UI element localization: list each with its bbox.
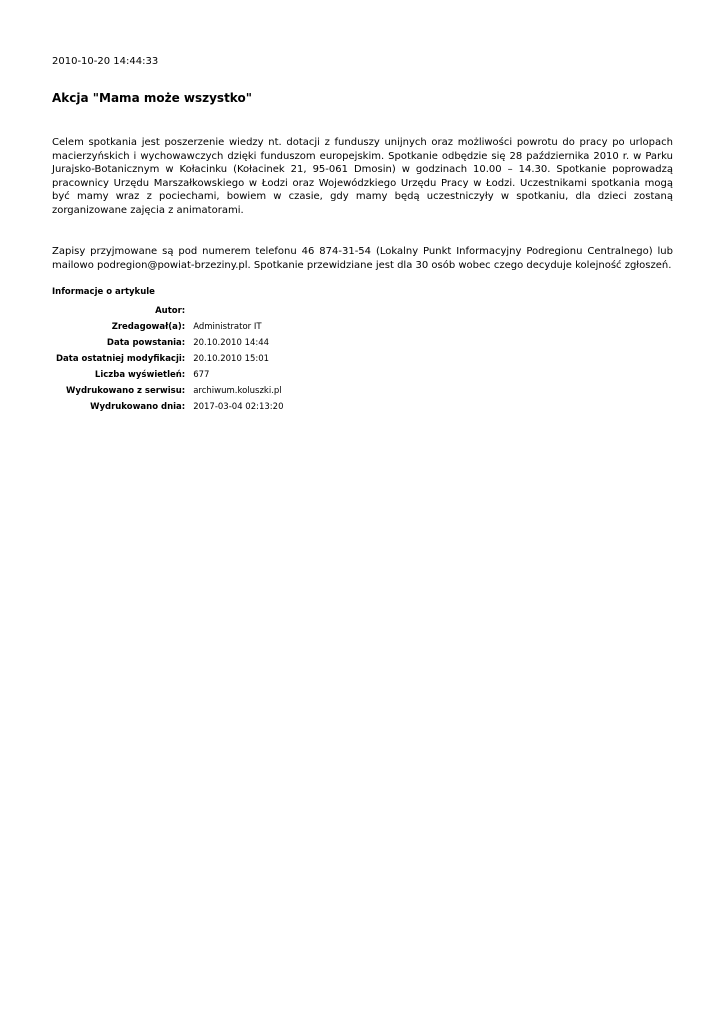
info-row-modified: [52, 351, 283, 367]
info-label: Data ostatniej modyfikacji:: [56, 354, 186, 364]
info-value: archiwum.koluszki.pl: [193, 386, 282, 396]
article-title: Akcja "Mama może wszystko": [52, 91, 252, 105]
info-row-printed-on: [52, 399, 283, 415]
article-paragraph-2: Zapisy przyjmowane są pod numerem telefonu 46 874-31-54 (Lokalny Punkt Informacyjny Podregionu Centralnego) lub mailowo podregion@powiat-brzeziny.pl. Spotkanie przewidziane jest dla 30 osób wobec czego decyduje kolejność zgłoszeń.: [52, 246, 673, 271]
info-label: Autor:: [155, 306, 186, 316]
info-value: [185, 303, 283, 319]
info-label: Data powstania:: [106, 338, 186, 348]
article-paragraph-1: Celem spotkania jest poszerzenie wiedzy nt. dotacji z funduszy unijnych oraz możliwości powrotu do pracy po urlopach macierzyńskich i wychowawczych dzięki funduszom europejskim. Spotkanie odbędzie się 28 października 2010 r. w Parku Jurajsko-Botanicznym w Kołacinku (Kołacinek 21, 95-061 Dmosin) w godzinach 10.00 – 14.30. Spotkanie poprowadzą pracownicy Urzędu Marszałkowskiego w Łodzi oraz Wojewódzkiego Urzędu Pracy w Łodzi. Uczestnikami spotkania mogą być mamy wraz z pociechami, bowiem w czasie, gdy mamy będą uczestniczyły w spotkaniu, dla dzieci zostaną zorganizowane zajęcia z animatorami.: [52, 137, 673, 216]
info-row-printed-from: [52, 383, 283, 399]
info-value: 677: [193, 370, 210, 380]
article-info-table: [52, 303, 283, 415]
printed-article: [52, 55, 673, 415]
info-row-created: [52, 335, 283, 351]
article-info-heading: Informacje o artykule: [52, 287, 155, 297]
info-row-views: [52, 367, 283, 383]
info-value: 20.10.2010 14:44: [193, 338, 270, 348]
print-timestamp: 2010-10-20 14:44:33: [52, 56, 159, 67]
info-label: Wydrukowano dnia:: [90, 402, 186, 412]
info-label: Zredagował(a):: [111, 322, 186, 332]
info-value: 20.10.2010 15:01: [193, 354, 270, 364]
info-label: Wydrukowano z serwisu:: [66, 386, 186, 396]
info-label: Liczba wyświetleń:: [94, 370, 186, 380]
info-value: Administrator IT: [193, 322, 262, 332]
info-row-author: [52, 303, 283, 319]
info-row-editor: [52, 319, 283, 335]
info-value: 2017-03-04 02:13:20: [193, 402, 284, 412]
